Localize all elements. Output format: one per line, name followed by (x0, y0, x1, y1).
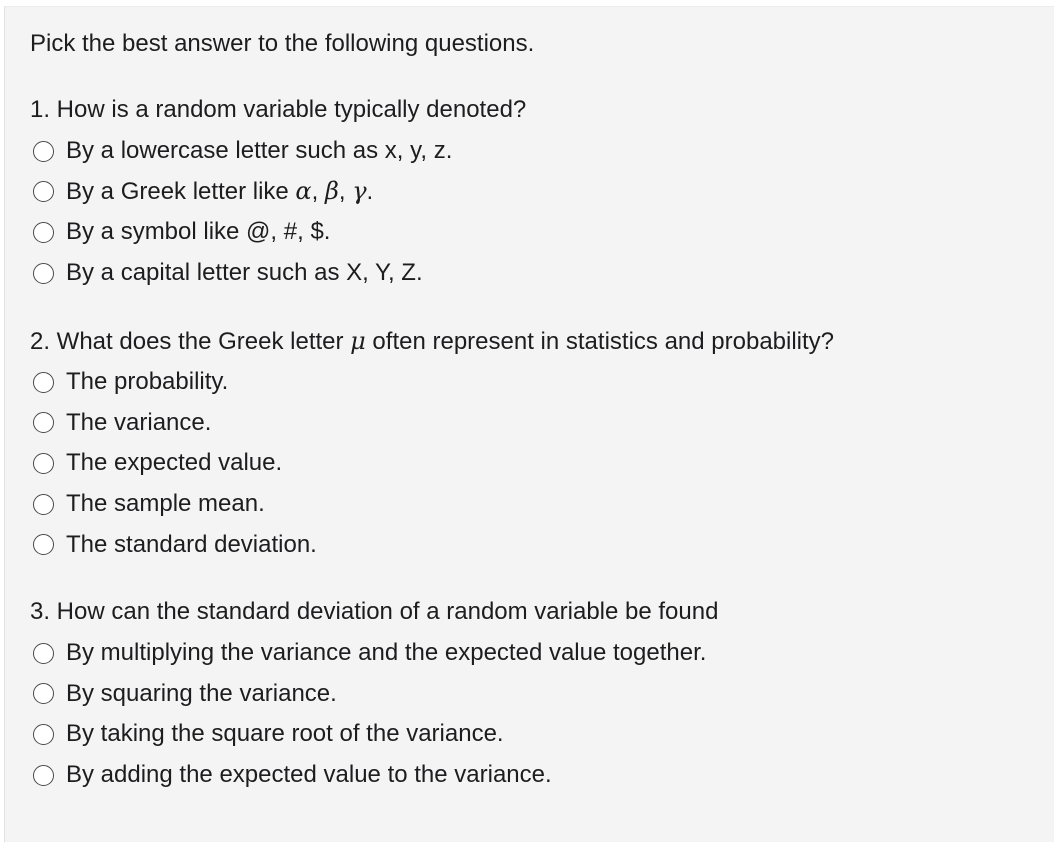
option-label: By multiplying the variance and the expected value together. (66, 639, 707, 666)
question-1-option-1[interactable] (30, 136, 1040, 166)
question-2-option-3[interactable] (30, 448, 1040, 478)
radio-button[interactable] (33, 494, 54, 515)
beta-symbol: β (324, 177, 339, 206)
question-3-option-3[interactable] (30, 719, 1040, 749)
question-2-option-2[interactable] (30, 408, 1040, 438)
question-1-option-4[interactable] (30, 258, 1040, 288)
option-label: The probability. (66, 368, 229, 395)
gamma-symbol: γ (352, 177, 367, 206)
radio-button[interactable] (33, 765, 54, 786)
option-label: The expected value. (66, 449, 283, 477)
radio-button[interactable] (33, 372, 54, 393)
radio-button[interactable] (33, 453, 54, 474)
question-2-option-1[interactable] (30, 367, 1040, 397)
option-label: By adding the expected value to the variance. (66, 761, 552, 789)
radio-button[interactable] (33, 724, 54, 745)
quiz-panel (4, 6, 1054, 842)
option-label: By a Greek letter like α, β, γ. (66, 177, 374, 206)
question-2 (30, 326, 1040, 570)
question-1-option-2[interactable] (30, 177, 1040, 207)
instructions-text: Pick the best answer to the following questions. (30, 30, 535, 57)
option-label: The sample mean. (66, 490, 265, 518)
mu-symbol: μ (350, 327, 366, 355)
radio-button[interactable] (33, 412, 54, 433)
question-3 (30, 597, 1040, 801)
question-1-option-3[interactable] (30, 217, 1040, 247)
option-label: By taking the square root of the variance. (66, 720, 504, 748)
question-3-prompt: 3. How can the standard deviation of a random variable be found (30, 598, 719, 625)
option-label: By a lowercase letter such as x, y, z. (66, 137, 453, 164)
question-2-option-4[interactable] (30, 489, 1040, 519)
option-label: The variance. (66, 408, 212, 436)
question-1 (30, 95, 1040, 299)
option-label: By squaring the variance. (66, 679, 337, 707)
option-label: By a capital letter such as X, Y, Z. (66, 259, 423, 287)
question-2-option-5[interactable] (30, 530, 1040, 560)
radio-button[interactable] (33, 643, 54, 664)
radio-button[interactable] (33, 263, 54, 284)
alpha-symbol: α (295, 177, 312, 206)
question-1-prompt: 1. How is a random variable typically denoted? (30, 96, 527, 123)
question-3-option-1[interactable] (30, 638, 1040, 668)
option-label: The standard deviation. (66, 530, 317, 558)
radio-button[interactable] (33, 222, 54, 243)
question-3-option-2[interactable] (30, 679, 1040, 709)
radio-button[interactable] (33, 181, 54, 202)
question-2-prompt: 2. What does the Greek letter μ often represent in statistics and probability? (30, 327, 835, 355)
option-label: By a symbol like @, #, $. (66, 218, 331, 246)
radio-button[interactable] (33, 683, 54, 704)
radio-button[interactable] (33, 141, 54, 162)
question-3-option-4[interactable] (30, 760, 1040, 790)
radio-button[interactable] (33, 534, 54, 555)
